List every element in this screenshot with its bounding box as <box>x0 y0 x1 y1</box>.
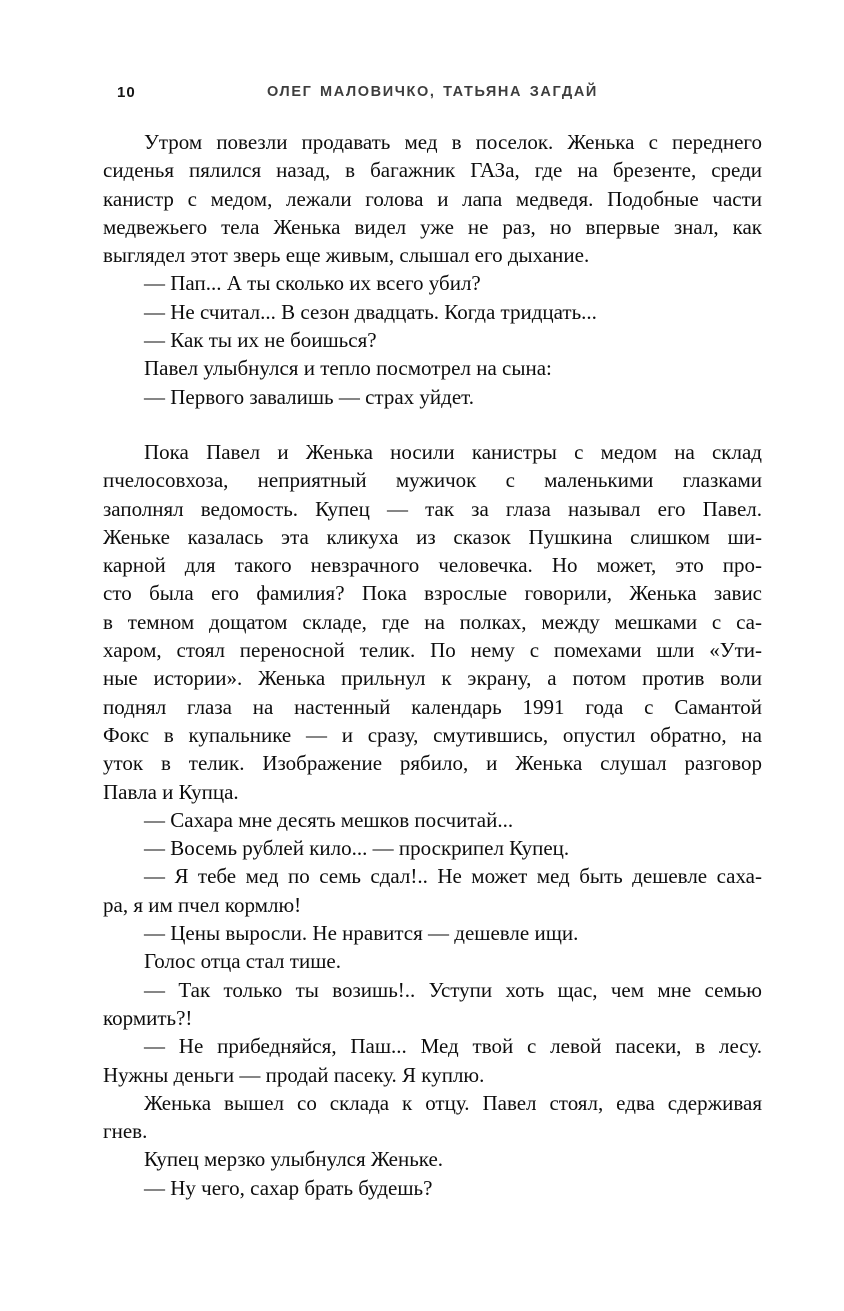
text-line: — Первого завалишь — страх уйдет. <box>144 384 474 409</box>
text-line: Павла и Купца. <box>103 779 239 804</box>
text-line: ра, я им пчел кормлю! <box>103 892 302 917</box>
text-line: — Не прибедняйся, Паш... Мед твой с левой пасеки, в лесу. <box>144 1034 762 1059</box>
text-line: кормить?! <box>103 1005 193 1030</box>
text-line: медвежьего тела Женька видел уже не раз, но впервые знал, как <box>103 214 762 239</box>
text-line: — Как ты их не боишься? <box>144 328 377 353</box>
text-line: Фокс в купальнике — и сразу, смутившись, опустил обратно, на <box>103 722 762 747</box>
text-line: — Восемь рублей кило... — проскрипел Купец. <box>144 836 570 861</box>
text-line: поднял глаза на настенный календарь 1991 года с Самантой <box>103 694 762 719</box>
text-line: — Сахара мне десять мешков посчитай... <box>144 807 514 832</box>
text-line: сиденья пялился назад, в багажник ГАЗа, где на брезенте, среди <box>103 158 762 183</box>
page-number: 10 <box>117 84 136 101</box>
text-line: — Так только ты возишь!.. Уступи хоть щас, чем мне семью <box>144 977 762 1002</box>
text-line: Купец мерзко улыбнулся Женьке. <box>144 1147 444 1172</box>
text-line: — Цены выросли. Не нравится — дешевле ищи. <box>144 921 579 946</box>
text-line: Женька вышел со склада к отцу. Павел стоял, едва сдерживая <box>144 1090 762 1115</box>
text-line: — Я тебе мед по семь сдал!.. Не может мед быть дешевле саха- <box>144 864 762 889</box>
text-line: Павел улыбнулся и тепло посмотрел на сына: <box>144 356 552 381</box>
text-line: ные истории». Женька прильнул к экрану, а потом против воли <box>103 666 762 691</box>
text-line: в темном дощатом складе, где на полках, между мешками с са- <box>103 609 762 634</box>
text-line: заполнял ведомость. Купец — так за глаза называл его Павел. <box>103 496 762 521</box>
text-line: канистр с медом, лежали голова и лапа медведя. Подобные части <box>103 186 762 211</box>
text-line: карной для такого невзрачного человечка. Но может, это про- <box>103 553 762 578</box>
text-line: — Не считал... В сезон двадцать. Когда тридцать... <box>144 299 597 324</box>
text-line: харом, стоял переносной телик. По нему с помехами шли «Ути- <box>103 638 762 663</box>
text-line: выглядел этот зверь еще живым, слышал его дыхание. <box>103 243 590 268</box>
page-header <box>103 84 762 104</box>
text-line: — Ну чего, сахар брать будешь? <box>144 1175 433 1200</box>
text-line: гнев. <box>103 1119 148 1144</box>
text-line: пчелосовхоза, неприятный мужичок с маленькими глазками <box>103 468 762 493</box>
text-line: Нужны деньги — продай пасеку. Я куплю. <box>103 1062 485 1087</box>
text-line: сто была его фамилия? Пока взрослые говорили, Женька завис <box>103 581 762 606</box>
text-line: Утром повезли продавать мед в поселок. Женька с переднего <box>144 130 762 154</box>
text-line: Женьке казалась эта кликуха из сказок Пушкина слишком ши- <box>103 524 762 549</box>
text-line: Пока Павел и Женька носили канистры с медом на склад <box>144 439 762 464</box>
running-title: ОЛЕГ МАЛОВИЧКО, ТАТЬЯНА ЗАГДАЙ <box>267 84 598 100</box>
text-line: — Пап... А ты сколько их всего убил? <box>144 271 481 296</box>
body-text <box>103 128 762 1202</box>
text-line: уток в телик. Изображение рябило, и Женька слушал разговор <box>103 751 762 776</box>
text-line: Голос отца стал тише. <box>144 949 341 974</box>
